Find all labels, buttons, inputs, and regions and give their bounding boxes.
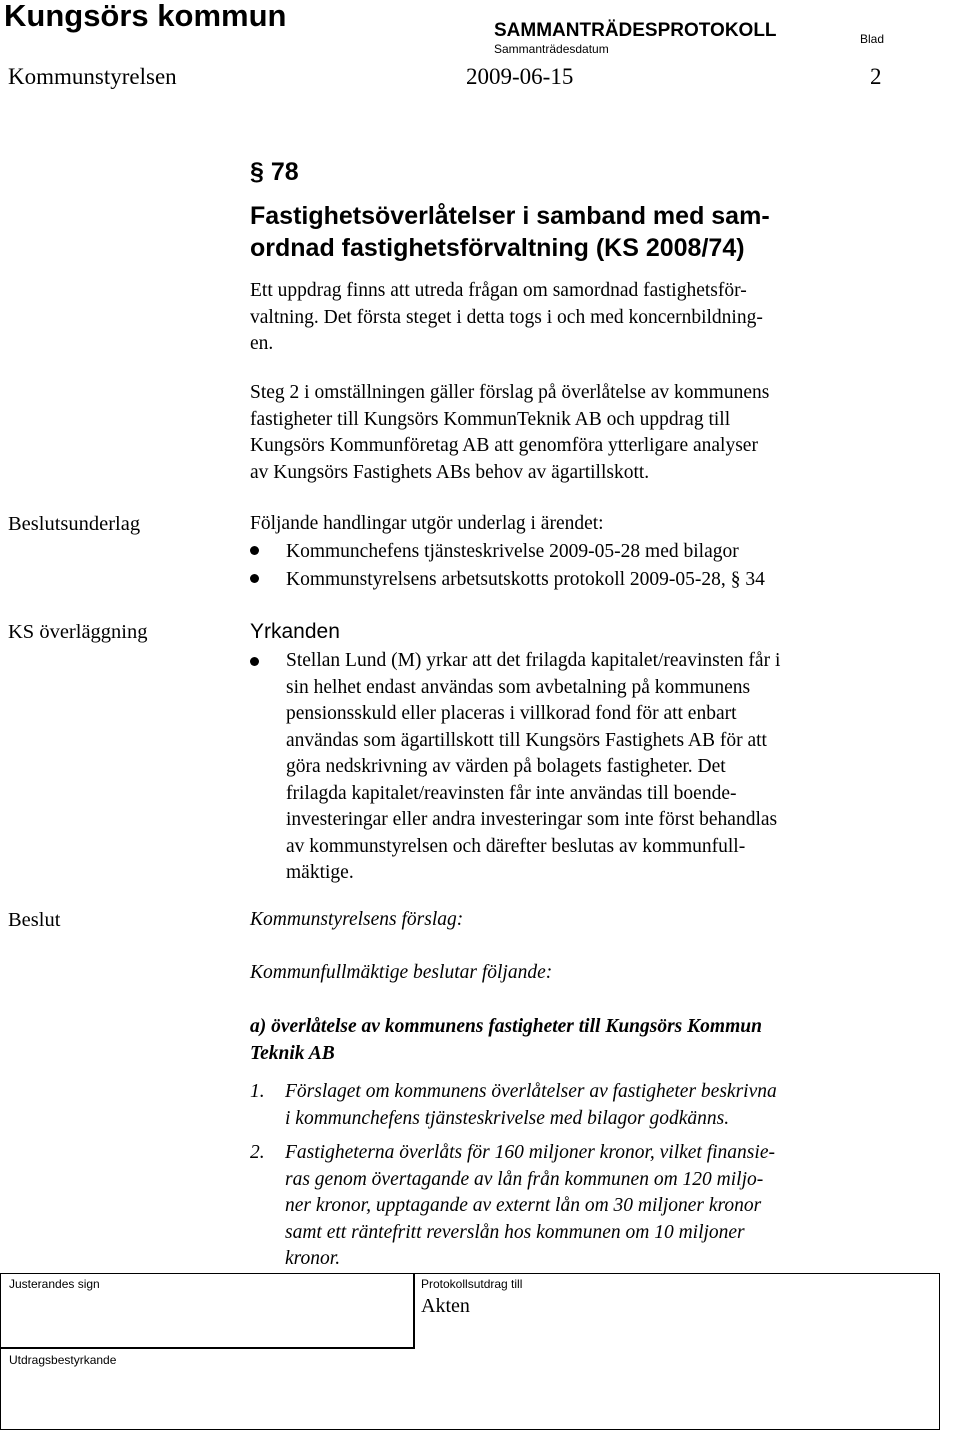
list-item-text: Kommunstyrelsens arbetsutskotts protokoll 2009-05-28, — [286, 569, 726, 590]
text-line: sin helhet endast användas som avbetalning på kommunens — [286, 676, 751, 698]
extract-label: Protokollsutdrag till — [421, 1277, 523, 1291]
meeting-date-label: Sammanträdesdatum — [494, 42, 609, 56]
requester-label: Utdragsbestyrkande — [9, 1353, 117, 1367]
item-text — [285, 1140, 775, 1273]
text-line: av kommunstyrelsen och därefter beslutas av kommunfull- — [286, 835, 746, 857]
text-line: Fastigheterna överlåts för 160 miljoner kronor, vilket finansie- — [285, 1142, 775, 1163]
text-line: Ett uppdrag finns att utreda frågan om samordnad fastighetsför- — [250, 280, 747, 301]
extract-recipient: Akten — [421, 1295, 470, 1317]
organization-name: Kungsörs kommun — [4, 0, 287, 33]
text-line: kronor. — [285, 1248, 341, 1269]
text-line: en. — [250, 333, 274, 354]
motion-text — [286, 648, 780, 887]
signature-footer — [0, 1273, 940, 1430]
decision-item — [250, 1140, 775, 1273]
section-ref: 34 — [745, 569, 765, 590]
text-line: Kungsörs Kommunföretag AB att genomföra ytterligare analyser — [250, 435, 758, 456]
list-item — [250, 541, 739, 563]
bullet-icon — [250, 657, 259, 666]
item-number: 1. — [250, 1081, 265, 1102]
text-line: frilagda kapitalet/reavinsten får inte användas till boende- — [286, 782, 737, 804]
governing-body: Kommunstyrelsen — [8, 64, 177, 89]
meeting-date: 2009-06-15 — [466, 64, 574, 89]
bullet-icon — [250, 574, 259, 583]
section-title-line: Fastighetsöverlåtelser i samband med sam- — [250, 202, 770, 230]
protocol-title: SAMMANTRÄDESPROTOKOLL — [494, 20, 777, 41]
list-item-text: Kommunchefens tjänsteskrivelse 2009-05-28 med bilagor — [286, 541, 739, 562]
page-number: 2 — [870, 64, 882, 89]
text-line: Förslaget om kommunens överlåtelser av fastigheter beskrivna — [285, 1081, 777, 1102]
page-label: Blad — [860, 32, 885, 46]
footer-divider — [1, 1347, 415, 1349]
footer-divider — [413, 1274, 415, 1347]
item-text — [285, 1079, 777, 1132]
list-item — [250, 569, 765, 591]
text-line: a) överlåtelse av kommunens fastigheter till Kungsörs Kommun — [250, 1016, 762, 1037]
label-basis: Beslutsunderlag — [8, 513, 141, 535]
decision-title — [250, 1014, 762, 1067]
signature-label: Justerandes sign — [9, 1277, 100, 1291]
intro-paragraph — [250, 278, 763, 358]
text-line: mäktige. — [286, 862, 354, 883]
text-line: investeringar eller andra investeringar som inte först behandlas — [286, 809, 778, 830]
item-number: 2. — [250, 1142, 265, 1163]
section-symbol: § — [250, 158, 264, 186]
motion-item — [250, 648, 780, 887]
text-line: Stellan Lund (M) yrkar att det frilagda kapitalet/reavinsten får i — [286, 650, 781, 671]
section-number — [250, 158, 299, 187]
section-title-line: ordnad fastighetsförvaltning (KS 2008/74) — [250, 234, 745, 262]
label-decision: Beslut — [8, 909, 61, 931]
section-symbol: § — [730, 569, 741, 590]
text-line: göra nedskrivning av värden på bolagets fastigheter. Det — [286, 756, 726, 777]
text-line: ras genom övertagande av lån från kommunen om 120 miljo- — [285, 1168, 764, 1190]
text-line: i kommunchefens tjänsteskrivelse med bilagor godkänns. — [285, 1107, 730, 1129]
text-line: pensionsskuld eller placeras i villkorad fond för att enbart — [286, 703, 737, 724]
text-line: samt ett räntefritt reverslån hos kommunen om 10 miljoner — [285, 1221, 745, 1243]
motions-heading: Yrkanden — [250, 620, 340, 643]
bullet-icon — [250, 546, 259, 555]
section-number-value: 78 — [270, 158, 299, 186]
text-line: Steg 2 i omställningen gäller förslag på överlåtelse av kommunens — [250, 382, 770, 403]
label-ks-deliberation: KS överläggning — [8, 621, 148, 643]
kf-decides-heading: Kommunfullmäktige beslutar följande: — [250, 962, 553, 983]
text-line: av Kungsörs Fastighets ABs behov av ägartillskott. — [250, 461, 650, 483]
text-line: användas som ägartillskott till Kungsörs Fastighets AB för att — [286, 729, 767, 751]
step2-paragraph — [250, 380, 769, 486]
decision-item — [250, 1079, 777, 1132]
text-line: valtning. Det första steget i detta togs i och med koncernbildning- — [250, 306, 763, 328]
text-line: fastigheter till Kungsörs KommunTeknik AB och uppdrag till — [250, 408, 731, 430]
ks-proposal-heading: Kommunstyrelsens förslag: — [250, 909, 464, 930]
text-line: Teknik AB — [250, 1042, 335, 1064]
text-line: ner kronor, upptagande av externt lån om 30 miljoner kronor — [285, 1195, 762, 1216]
basis-intro: Följande handlingar utgör underlag i ärendet: — [250, 513, 604, 534]
